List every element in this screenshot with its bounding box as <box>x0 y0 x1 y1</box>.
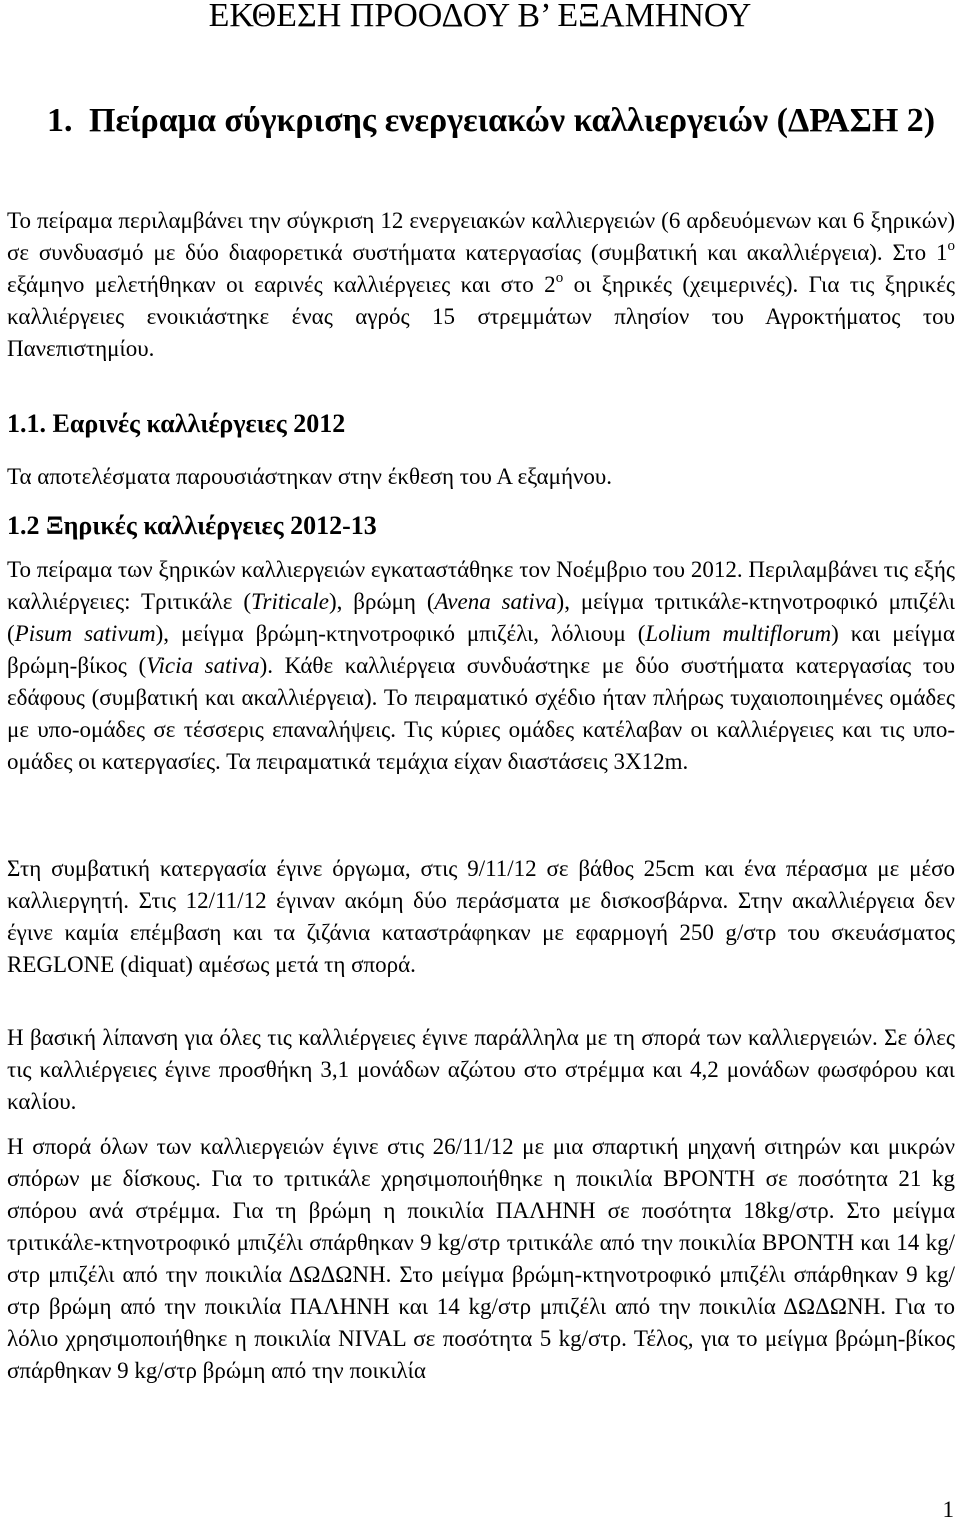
superscript-ordinal: ο <box>947 238 955 254</box>
text-run: ), βρώμη ( <box>328 589 435 614</box>
superscript-ordinal: ο <box>555 270 564 286</box>
section-1-2-paragraph-1 <box>7 554 955 778</box>
species-name: Vicia sativa <box>146 653 260 678</box>
text-run: ) και μείγμα βρώμη-βίκος ( <box>7 621 955 678</box>
section-1-2-paragraph-2: Στη συμβατική κατεργασία έγινε όργωμα, στις 9/11/12 σε βάθος 25cm και ένα πέρασμα με μέσο καλλιεργητή. Στις 12/11/12 έγιναν ακόμη δύο περάσματα με δισκοσβάρνα. Στην ακαλλιέργεια δεν έγινε καμία επέμβαση και τα ζιζάνια καταστράφηκαν με εφαρμογή 250 g/στρ του σκευάσματος REGLONE (diquat) αμέσως μετά τη σπορά. <box>7 856 955 977</box>
text-run: Το πείραμα των ξηρικών καλλιεργειών εγκαταστάθηκε τον Νοέμβριο του 2012. Περιλαμβάνει τις εξής καλλιέργειες: Τριτικάλε ( <box>7 557 955 614</box>
section-1-heading <box>7 98 955 144</box>
species-name: Triticale <box>251 589 329 614</box>
species-name: Lolium multiflorum <box>645 621 832 646</box>
species-name: Avena sativa <box>434 589 557 614</box>
document-title: ΕΚΘΕΣΗ ΠΡΟΟΔΟΥ Β’ ΕΞΑΜΗΝΟΥ <box>208 0 752 34</box>
section-1-1-paragraph: Τα αποτελέσματα παρουσιάστηκαν στην έκθεση του Α εξαμήνου. <box>7 464 613 489</box>
text-run: ), μείγμα τριτικάλε-κτηνοτροφικό μπιζέλι ( <box>7 589 956 646</box>
section-1-text-c: οι ξηρικές (χειμερινές). Για τις ξηρικές καλλιέργειες ενοικιάστηκε ένας αγρός 15 στρεμμάτων πλησίον του Αγροκτήματος του Πανεπιστημίου. <box>7 272 955 361</box>
text-run: ), μείγμα βρώμη-κτηνοτροφικό μπιζέλι, λόλιουμ ( <box>155 621 646 646</box>
section-1-2-paragraph-4: Η σπορά όλων των καλλιεργειών έγινε στις 26/11/12 με μια σπαρτική μηχανή σιτηρών και μικρών σπόρων με δίσκους. Για το τριτικάλε χρησιμοποιήθηκε η ποικιλία ΒΡΟΝΤΗ σε ποσότητα 21 kg σπόρου ανά στρέμμα. Για τη βρώμη η ποικιλία ΠΑΛΗΝΗ σε ποσότητα 18kg/στρ. Στο μείγμα τριτικάλε-κτηνοτροφικό μπιζέλι σπάρθηκαν 9 kg/στρ τριτικάλε από την ποικιλία ΒΡΟΝΤΗ και 14 kg/στρ μπιζέλι από την ποικιλία ΔΩΔΩΝΗ. Στο μείγμα βρώμη-κτηνοτροφικό μπιζέλι σπάρθηκαν 9 kg/στρ βρώμη από την ποικιλία ΠΑΛΗΝΗ και 14 kg/στρ μπιζέλι από την ποικιλία ΔΩΔΩΝΗ. Για το λόλιο χρησιμοποιήθηκε η ποικιλία NIVAL σε ποσότητα 5 kg/στρ. Τέλος, για το μείγμα βρώμη-βίκος σπάρθηκαν 9 kg/στρ βρώμη από την ποικιλία <box>7 1134 955 1383</box>
section-1-2-heading: 1.2 Ξηρικές καλλιέργειες 2012-13 <box>7 511 377 540</box>
section-1-paragraph <box>7 205 955 365</box>
page-number: 1 <box>942 1497 954 1522</box>
section-1-heading-text: Πείραμα σύγκρισης ενεργειακών καλλιεργειών (ΔΡΑΣΗ 2) <box>89 102 936 139</box>
section-1-number: 1. <box>47 102 73 139</box>
section-1-text-b: εξάμηνο μελετήθηκαν οι εαρινές καλλιέργειες και στο 2 <box>7 272 556 297</box>
section-1-text-a: Το πείραμα περιλαμβάνει την σύγκριση 12 ενεργειακών καλλιεργειών (6 αρδευόμενων και 6 ξηρικών) σε συνδυασμό με δύο διαφορετικά συστήματα κατεργασίας (συμβατική και ακαλλιέργεια). Στο 1 <box>7 208 955 265</box>
text-run: ). Κάθε καλλιέργεια συνδυάστηκε με δύο συστήματα κατεργασίας του εδάφους (συμβατική και ακαλλιέργεια). Το πειραματικό σχέδιο ήταν πλήρως τυχαιοποιημένες ομάδες με υπο-ομάδες σε τέσσερις επαναλήψεις. Τις κύριες ομάδες κατέλαβαν οι καλλιέργειες και τις υπο-ομάδες οι κατεργασίες. Τα πειραματικά τεμάχια είχαν διαστάσεις 3Χ12m. <box>7 653 955 774</box>
section-1-2-paragraph-3: Η βασική λίπανση για όλες τις καλλιέργειες έγινε παράλληλα με τη σπορά των καλλιεργειών. Σε όλες τις καλλιέργειες έγινε προσθήκη 3,1 μονάδων αζώτου στο στρέμμα και 4,2 μονάδων φωσφόρου και καλίου. <box>7 1025 955 1114</box>
section-1-1-heading: 1.1. Εαρινές καλλιέργειες 2012 <box>7 409 346 438</box>
species-name: Pisum sativum <box>14 621 156 646</box>
